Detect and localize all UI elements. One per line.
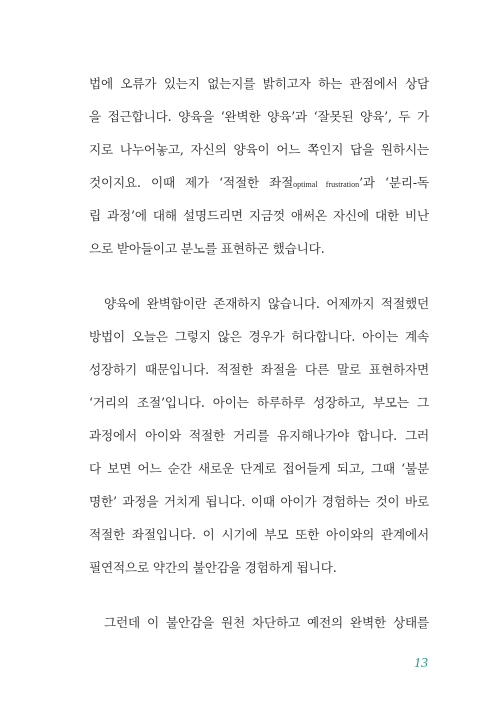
text-line: 법에 오류가 있는지 없는지를 밝히고자 하는 관점에서 상담 [89, 76, 429, 91]
page-number: 13 [414, 656, 428, 671]
text-line: 그런데 이 불안감을 원천 차단하고 예전의 완벽한 상태를 [104, 615, 429, 630]
english-gloss: optimal frustration [293, 180, 360, 189]
text-line: ‘거리의 조절’입니다. 아이는 하루하루 성장하고, 부모는 그 [89, 395, 429, 410]
text-line: 으로 받아들이고 분노를 표현하곤 했습니다. [89, 241, 325, 256]
text-line: 립 과정’에 대해 설명드리면 지금껏 애써온 자신에 대한 비난 [89, 208, 429, 223]
text-line: 지로 나누어놓고, 자신의 양육이 어느 쪽인지 답을 원하시는 [89, 142, 429, 157]
text-line: 다 보면 어느 순간 새로운 단계로 접어들게 되고, 그때 ‘불분 [89, 461, 429, 476]
text-line: 명한’ 과정을 거치게 됩니다. 이때 아이가 경험하는 것이 바로 [89, 494, 429, 509]
text-line: 방법이 오늘은 그렇지 않은 경우가 허다합니다. 아이는 계속 [89, 329, 429, 344]
text-segment: ’과 ‘분리-독 [359, 175, 430, 190]
text-line-with-gloss [89, 175, 429, 193]
text-line: 과정에서 아이와 적절한 거리를 유지해나가야 합니다. 그러 [89, 428, 429, 443]
text-line: 양육에 완벽함이란 존재하지 않습니다. 어제까지 적절했던 [104, 296, 429, 311]
text-line: 적절한 좌절입니다. 이 시기에 부모 또한 아이와의 관계에서 [89, 527, 429, 542]
text-segment: 것이지요. 이때 제가 ‘적절한 좌절 [89, 175, 294, 190]
text-line: 을 접근합니다. 양육을 ‘완벽한 양육’과 ‘잘못된 양육’, 두 가 [89, 109, 429, 124]
text-line: 성장하기 때문입니다. 적절한 좌절을 다른 말로 표현하자면 [89, 362, 429, 377]
text-line: 필연적으로 약간의 불안감을 경험하게 됩니다. [89, 560, 337, 575]
